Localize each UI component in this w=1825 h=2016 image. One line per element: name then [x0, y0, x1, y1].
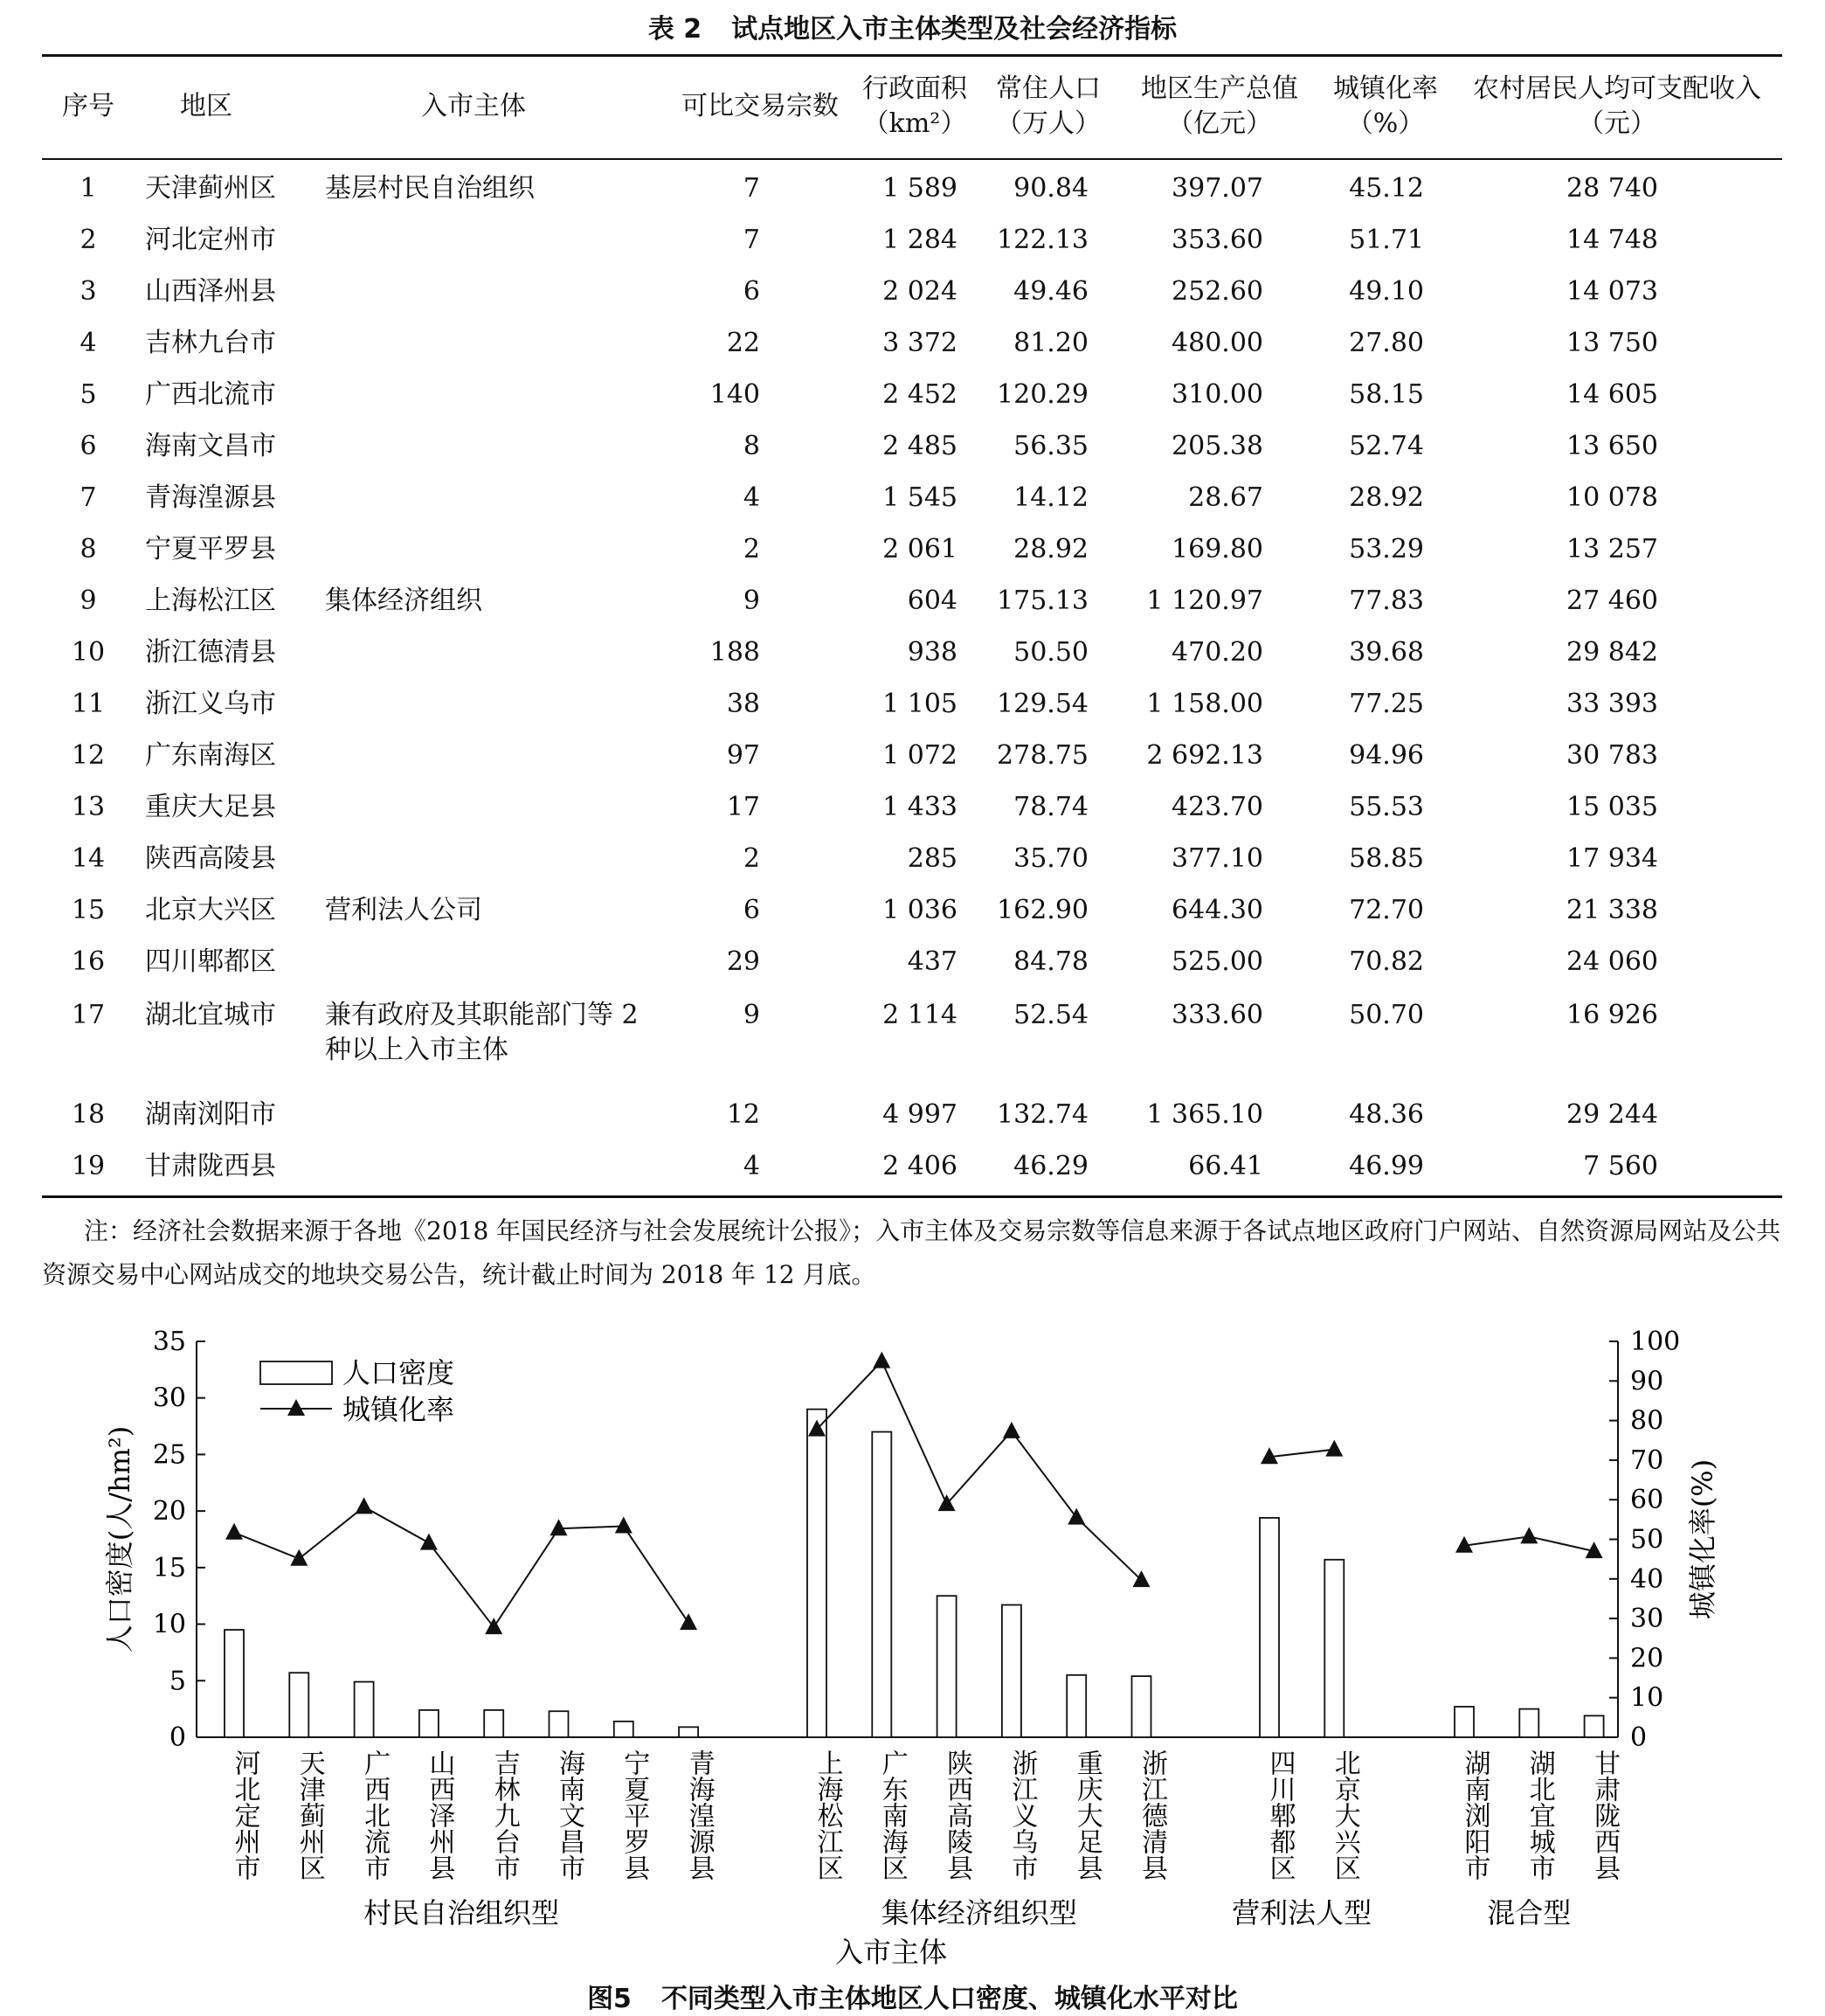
table-cell-gdp: 644.30	[1172, 895, 1263, 925]
table-cell-pop: 278.75	[997, 740, 1089, 771]
y-tick-label: 15	[152, 1552, 186, 1583]
table-cell-deals: 4	[743, 1151, 760, 1181]
table-cell-deals: 6	[743, 276, 760, 307]
table-cell-deals: 4	[743, 482, 760, 513]
table-cell-pop: 35.70	[1013, 843, 1089, 874]
table-cell-region: 湖南浏阳市	[145, 1099, 276, 1130]
table-cell-region: 四川郫都区	[145, 946, 276, 977]
legend-line-marker	[287, 1399, 305, 1416]
table-cell-area: 604	[907, 585, 957, 616]
table-cell-area: 1 036	[882, 895, 957, 925]
table-cell-urb: 53.29	[1349, 534, 1424, 565]
table-cell-area: 1 072	[882, 740, 957, 771]
x-category-label: 河北定州市	[229, 1749, 260, 1881]
table-cell-deals: 2	[743, 843, 760, 874]
table-cell-region: 宁夏平罗县	[145, 534, 276, 565]
table-cell-urb: 50.70	[1349, 1000, 1424, 1030]
table-cell-seq: 1	[79, 173, 97, 204]
table-cell-region: 广西北流市	[145, 379, 276, 410]
table-cell-deals: 2	[743, 534, 760, 565]
table-cell-urb: 55.53	[1349, 792, 1424, 822]
table-cell-area: 4 997	[882, 1099, 957, 1130]
y2-tick-label: 100	[1630, 1327, 1681, 1357]
table-cell-area: 3 372	[882, 328, 957, 358]
table-cell-gdp: 397.07	[1172, 173, 1263, 204]
x-category-label: 四川郫都区	[1264, 1749, 1296, 1881]
y2-tick-label: 70	[1630, 1444, 1664, 1476]
table-cell-inc: 14 073	[1566, 276, 1658, 307]
bar-population-density	[1260, 1518, 1279, 1737]
table-cell-pop: 132.74	[997, 1099, 1089, 1130]
legend-line-label: 城镇化率	[342, 1393, 455, 1426]
header-population	[984, 72, 1113, 142]
figure-caption-text: 不同类型入市主体地区人口密度、城镇化水平对比	[660, 1984, 1238, 2014]
x-group-label: 混合型	[1487, 1896, 1572, 1929]
table-bottom-rule	[42, 1195, 1782, 1198]
table-cell-gdp: 205.38	[1172, 431, 1263, 461]
table-cell-deals: 7	[743, 173, 760, 204]
line-urbanization	[1269, 1450, 1334, 1458]
table-cell-inc: 21 338	[1566, 895, 1658, 925]
y2-tick-label: 50	[1630, 1524, 1664, 1555]
table-cell-seq: 2	[79, 225, 97, 255]
table-cell-area: 2 114	[882, 1000, 957, 1030]
header-population-unit: （万人）	[996, 108, 1101, 139]
table-cell-region: 海南文昌市	[145, 431, 276, 461]
table-cell-region: 青海湟源县	[145, 482, 276, 513]
table-cell-seq: 7	[79, 482, 97, 513]
header-income-unit: （元）	[1578, 108, 1656, 139]
table-cell-deals: 9	[743, 1000, 760, 1030]
table-cell-pop: 120.29	[997, 379, 1089, 410]
bar-population-density	[679, 1727, 698, 1737]
table-cell-region: 浙江义乌市	[145, 689, 276, 719]
bar-population-density	[1002, 1605, 1021, 1737]
bar-population-density	[807, 1410, 826, 1737]
table-cell-inc: 33 393	[1566, 689, 1658, 719]
x-category-label: 海南文昌市	[554, 1749, 584, 1881]
y-tick-label: 0	[169, 1722, 186, 1753]
table-cell-region: 河北定州市	[145, 225, 276, 255]
y2-axis-title: 城镇化率(%)	[1686, 1458, 1719, 1620]
bar-population-density	[1067, 1675, 1086, 1737]
bar-population-density	[937, 1596, 957, 1737]
legend-bar-swatch	[260, 1361, 332, 1384]
table-cell-region: 上海松江区	[145, 585, 276, 616]
bar-population-density	[484, 1710, 503, 1737]
table-cell-region: 湖北宜城市	[145, 1000, 276, 1030]
marker-urbanization	[1520, 1527, 1538, 1543]
figure-caption	[0, 1977, 1825, 2015]
table-cell-entity: 基层村民自治组织	[325, 173, 535, 204]
table-cell-entity: 集体经济组织	[325, 585, 482, 616]
table-cell-seq: 5	[79, 379, 97, 410]
table-cell-inc: 24 060	[1566, 946, 1658, 977]
header-gdp-unit: （亿元）	[1167, 108, 1272, 139]
table-cell-urb: 28.92	[1349, 482, 1424, 513]
table-cell-inc: 17 934	[1566, 843, 1658, 874]
header-region: 地区	[180, 91, 232, 121]
y-tick-label: 10	[152, 1609, 186, 1640]
table-cell-inc: 29 244	[1566, 1099, 1658, 1130]
table-cell-region: 浙江德清县	[145, 637, 276, 668]
table-cell-gdp: 353.60	[1172, 225, 1263, 255]
x-category-label: 陕西高陵县	[942, 1749, 973, 1881]
header-urbanization	[1324, 72, 1447, 142]
bar-population-density	[225, 1630, 244, 1737]
table-cell-region: 重庆大足县	[145, 792, 276, 822]
table-cell-seq: 15	[71, 895, 106, 925]
table-cell-inc: 13 650	[1566, 431, 1658, 461]
table-cell-urb: 39.68	[1349, 637, 1424, 668]
header-income	[1455, 72, 1779, 142]
table-cell-deals: 6	[743, 895, 760, 925]
table-cell-entity: 营利法人公司	[325, 895, 482, 925]
bar-population-density	[1585, 1715, 1604, 1737]
table-cell-inc: 27 460	[1566, 585, 1658, 616]
table-cell-gdp: 480.00	[1172, 328, 1263, 358]
table-cell-urb: 58.15	[1349, 379, 1424, 410]
x-category-label: 广东南海区	[876, 1749, 908, 1881]
table-cell-pop: 28.92	[1013, 534, 1089, 565]
x-category-label: 上海松江区	[812, 1749, 843, 1881]
table-cell-deals: 9	[743, 585, 760, 616]
table-cell-seq: 9	[79, 585, 97, 616]
legend-bar-label: 人口密度	[342, 1356, 455, 1389]
table-cell-pop: 49.46	[1013, 276, 1089, 307]
table-cell-seq: 12	[71, 740, 106, 771]
table-title-text: 试点地区入市主体类型及社会经济指标	[731, 14, 1178, 45]
table-cell-gdp: 1 120.97	[1146, 585, 1263, 616]
header-urbanization-unit: （%）	[1346, 108, 1425, 139]
table-cell-urb: 72.70	[1349, 895, 1424, 925]
table-title	[0, 7, 1825, 45]
table-cell-urb: 94.96	[1349, 740, 1424, 771]
marker-urbanization	[680, 1613, 697, 1630]
x-category-label: 广西北流市	[359, 1749, 391, 1881]
table-cell-area: 2 061	[882, 534, 957, 565]
table-cell-area: 1 105	[882, 689, 957, 719]
table-cell-pop: 81.20	[1013, 328, 1089, 358]
table-cell-urb: 27.80	[1349, 328, 1424, 358]
table-cell-region: 广东南海区	[145, 740, 276, 771]
header-gdp	[1123, 72, 1316, 142]
table-header-rule	[42, 158, 1782, 160]
bar-population-density	[289, 1673, 308, 1737]
table-cell-inc: 13 750	[1566, 328, 1658, 358]
table-cell-seq: 14	[71, 843, 106, 874]
table-cell-area: 285	[907, 843, 957, 874]
table-cell-inc: 13 257	[1566, 534, 1658, 565]
header-area-label: 行政面积	[862, 73, 967, 104]
table-cell-inc: 30 783	[1566, 740, 1658, 771]
x-category-label: 湖南浏阳市	[1459, 1749, 1490, 1881]
y-tick-label: 35	[152, 1327, 186, 1357]
y2-tick-label: 30	[1630, 1604, 1664, 1635]
header-seq: 序号	[62, 91, 114, 121]
table-cell-gdp: 310.00	[1172, 379, 1263, 410]
table-cell-region: 吉林九台市	[145, 328, 276, 358]
table-cell-pop: 122.13	[997, 225, 1089, 255]
table-cell-urb: 70.82	[1349, 946, 1424, 977]
marker-urbanization	[290, 1549, 308, 1566]
table-cell-gdp: 28.67	[1188, 482, 1263, 513]
table-cell-deals: 7	[743, 225, 760, 255]
x-category-label: 吉林九台市	[488, 1749, 520, 1881]
table-cell-area: 437	[907, 946, 957, 977]
table-cell-area: 1 589	[882, 173, 957, 204]
line-urbanization	[817, 1361, 1142, 1581]
marker-urbanization	[1325, 1440, 1343, 1457]
bar-population-density	[872, 1432, 891, 1737]
table-cell-seq: 11	[71, 689, 106, 719]
table-cell-pop: 78.74	[1013, 792, 1089, 822]
table-cell-seq: 16	[71, 946, 106, 977]
table-cell-area: 1 433	[882, 792, 957, 822]
table-cell-gdp: 423.70	[1172, 792, 1263, 822]
table-cell-region: 天津蓟州区	[145, 173, 276, 204]
table-cell-region: 陕西高陵县	[145, 843, 276, 874]
marker-urbanization	[356, 1497, 373, 1514]
table-cell-seq: 10	[71, 637, 106, 668]
table-cell-urb: 58.85	[1349, 843, 1424, 874]
table-cell-deals: 38	[726, 689, 760, 719]
x-category-label: 湖北宜城市	[1524, 1749, 1555, 1881]
table-cell-entity: 兼有政府及其职能部门等 2 种以上入市主体	[325, 1000, 639, 1065]
table-cell-region: 甘肃陇西县	[145, 1151, 276, 1181]
table-cell-region: 山西泽州县	[145, 276, 276, 307]
table-cell-deals: 140	[709, 379, 760, 410]
table-cell-urb: 52.74	[1349, 431, 1424, 461]
bar-population-density	[1455, 1707, 1474, 1737]
y2-tick-label: 10	[1630, 1682, 1664, 1714]
table-cell-area: 938	[907, 637, 957, 668]
table-cell-pop: 56.35	[1013, 431, 1089, 461]
y2-tick-label: 80	[1630, 1405, 1664, 1437]
x-category-label: 甘肃陇西县	[1589, 1749, 1621, 1881]
header-area	[856, 72, 973, 142]
table-cell-region: 北京大兴区	[145, 895, 276, 925]
y-tick-label: 5	[169, 1666, 186, 1697]
table-cell-inc: 28 740	[1566, 173, 1658, 204]
marker-urbanization	[550, 1519, 568, 1535]
table-cell-seq: 19	[71, 1151, 106, 1181]
table-cell-area: 2 024	[882, 276, 957, 307]
table-cell-gdp: 470.20	[1172, 637, 1263, 668]
table-cell-gdp: 66.41	[1188, 1151, 1263, 1181]
marker-urbanization	[615, 1517, 633, 1534]
table-cell-inc: 10 078	[1566, 482, 1658, 513]
table-cell-pop: 52.54	[1013, 1000, 1089, 1030]
table-cell-deals: 8	[743, 431, 760, 461]
table-cell-gdp: 1 365.10	[1146, 1099, 1263, 1130]
y-tick-label: 25	[152, 1439, 186, 1471]
table-cell-gdp: 525.00	[1172, 946, 1263, 977]
table-cell-gdp: 169.80	[1172, 534, 1263, 565]
table-cell-gdp: 252.60	[1172, 276, 1263, 307]
table-cell-area: 1 545	[882, 482, 957, 513]
table-cell-gdp: 333.60	[1172, 1000, 1263, 1030]
table-cell-seq: 13	[71, 792, 106, 822]
x-category-label: 宁夏平罗县	[619, 1749, 650, 1881]
table-cell-urb: 46.99	[1349, 1151, 1424, 1181]
y2-tick-label: 0	[1630, 1722, 1648, 1753]
table-cell-seq: 6	[79, 431, 97, 461]
table-note: 注：经济社会数据来源于各地《2018 年国民经济与社会发展统计公报》；入市主体及交易宗数等信息来源于各试点地区政府门户网站、自然资源局网站及公共资源交易中心网站成交的地块交易公告，统计截止时间为 2018 年 12 月底。	[42, 1216, 1781, 1289]
header-area-unit: （km²）	[862, 108, 967, 139]
y2-tick-label: 40	[1630, 1563, 1664, 1595]
figure-number: 图5	[587, 1984, 632, 2014]
y-axis-title: 人口密度(人/hm²)	[103, 1425, 136, 1653]
bar-population-density	[419, 1710, 439, 1737]
bar-population-density	[355, 1682, 374, 1737]
table-cell-seq: 18	[71, 1099, 106, 1130]
table-cell-urb: 48.36	[1349, 1099, 1424, 1130]
x-axis-title: 入市主体	[834, 1936, 948, 1969]
bar-population-density	[550, 1711, 569, 1737]
table-cell-deals: 17	[726, 792, 760, 822]
table-cell-area: 1 284	[882, 225, 957, 255]
table-cell-pop: 175.13	[997, 585, 1089, 616]
table-cell-urb: 45.12	[1349, 173, 1424, 204]
x-group-label: 集体经济组织型	[881, 1896, 1077, 1929]
table-cell-pop: 84.78	[1013, 946, 1089, 977]
y-tick-label: 30	[152, 1382, 186, 1414]
table-cell-inc: 7 560	[1583, 1151, 1658, 1181]
table-cell-pop: 14.12	[1013, 482, 1089, 513]
x-category-label: 北京大兴区	[1329, 1749, 1360, 1881]
table-cell-deals: 29	[726, 946, 760, 977]
table-cell-gdp: 2 692.13	[1146, 740, 1263, 771]
x-group-label: 村民自治组织型	[363, 1896, 560, 1929]
table-cell-seq: 17	[71, 1000, 106, 1030]
header-deals: 可比交易宗数	[681, 91, 839, 121]
header-income-label: 农村居民人均可支配收入	[1473, 73, 1761, 104]
table-cell-inc: 14 605	[1566, 379, 1658, 410]
header-population-label: 常住人口	[996, 73, 1101, 104]
table-cell-area: 2 406	[882, 1151, 957, 1181]
marker-urbanization	[420, 1534, 438, 1550]
x-category-label: 浙江义乌市	[1006, 1749, 1038, 1881]
figure-chart	[0, 1302, 1825, 1975]
x-category-label: 山西泽州县	[424, 1749, 455, 1881]
bar-population-density	[1324, 1560, 1344, 1737]
table-cell-urb: 77.25	[1349, 689, 1424, 719]
header-gdp-label: 地区生产总值	[1141, 73, 1298, 104]
table-cell-area: 2 485	[882, 431, 957, 461]
table-cell-pop: 50.50	[1013, 637, 1089, 668]
table-cell-urb: 51.71	[1349, 225, 1424, 255]
header-urbanization-label: 城镇化率	[1333, 73, 1438, 104]
table-number: 表 2	[647, 14, 702, 45]
table-cell-deals: 22	[726, 328, 760, 358]
y-tick-label: 20	[152, 1496, 186, 1528]
table-cell-pop: 46.29	[1013, 1151, 1089, 1181]
table-cell-deals: 188	[709, 637, 760, 668]
y2-tick-label: 60	[1630, 1485, 1664, 1516]
table-cell-pop: 129.54	[997, 689, 1089, 719]
table-cell-seq: 8	[79, 534, 97, 565]
table-cell-deals: 12	[726, 1099, 760, 1130]
marker-urbanization	[1003, 1422, 1020, 1438]
header-entity: 入市主体	[421, 91, 526, 121]
table-cell-seq: 4	[79, 328, 97, 358]
table-cell-pop: 90.84	[1013, 173, 1089, 204]
table-cell-area: 2 452	[882, 379, 957, 410]
x-category-label: 浙江德清县	[1137, 1749, 1167, 1881]
table-cell-urb: 77.83	[1349, 585, 1424, 616]
y2-tick-label: 20	[1630, 1643, 1664, 1674]
table-cell-urb: 49.10	[1349, 276, 1424, 307]
x-category-label: 青海湟源县	[683, 1749, 715, 1881]
table-cell-inc: 16 926	[1566, 1000, 1658, 1030]
bar-population-density	[1132, 1676, 1151, 1737]
x-group-label: 营利法人型	[1232, 1896, 1372, 1929]
table-cell-seq: 3	[79, 276, 97, 307]
table-cell-inc: 14 748	[1566, 225, 1658, 255]
table-cell-inc: 15 035	[1566, 792, 1658, 822]
table-cell-gdp: 377.10	[1172, 843, 1263, 874]
marker-urbanization	[225, 1523, 243, 1540]
x-category-label: 天津蓟州区	[294, 1749, 325, 1881]
bar-population-density	[614, 1722, 633, 1737]
bar-population-density	[1519, 1709, 1538, 1737]
marker-urbanization	[1133, 1570, 1151, 1587]
table-cell-gdp: 1 158.00	[1146, 689, 1263, 719]
table-cell-inc: 29 842	[1566, 637, 1658, 668]
table-cell-pop: 162.90	[997, 895, 1089, 925]
y2-tick-label: 90	[1630, 1366, 1664, 1397]
marker-urbanization	[873, 1352, 890, 1368]
table-cell-deals: 97	[726, 740, 760, 771]
table-top-rule	[42, 54, 1782, 57]
x-category-label: 重庆大足县	[1071, 1749, 1103, 1881]
